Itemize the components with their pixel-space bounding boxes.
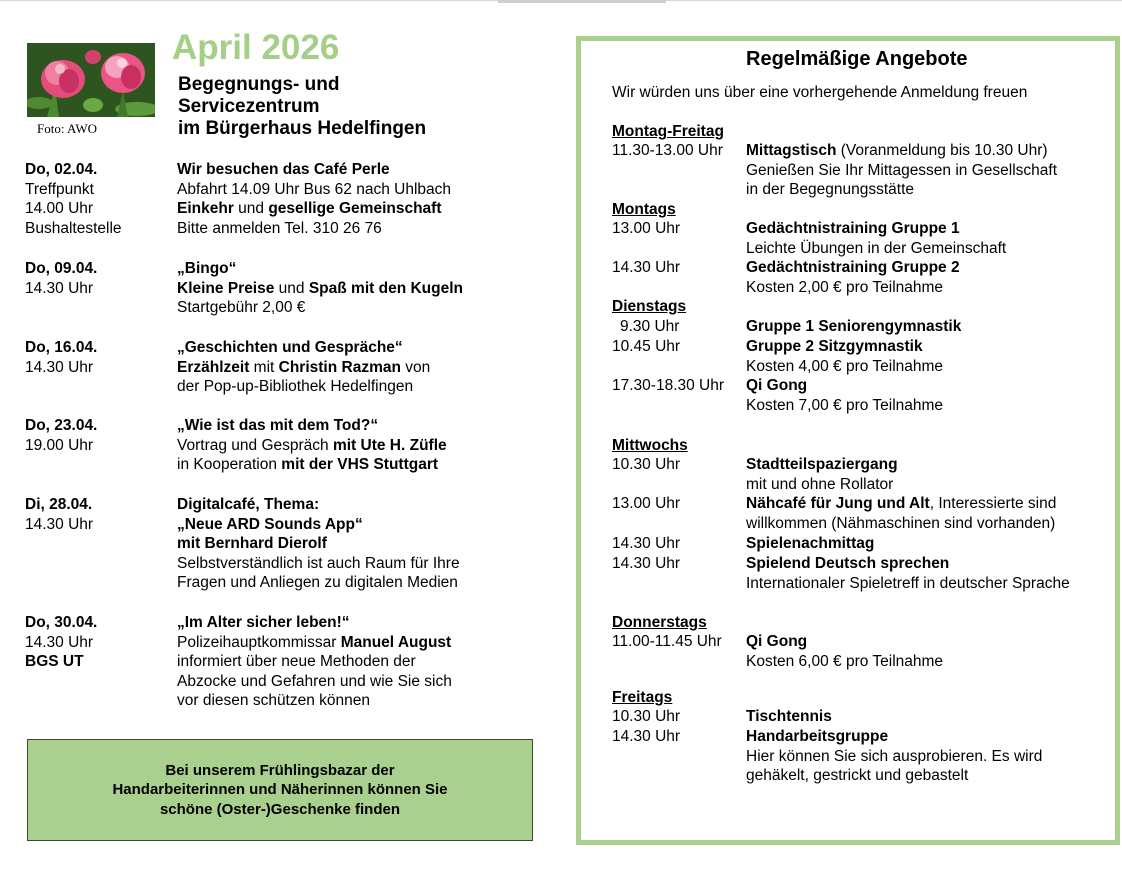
event-line: der Pop-up-Bibliothek Hedelfingen bbox=[177, 378, 414, 395]
offer-desc: Kosten 2,00 € pro Teilnahme bbox=[746, 278, 944, 296]
tulip-photo bbox=[27, 43, 155, 117]
event-left-line: Treffpunkt bbox=[25, 180, 94, 198]
event-line: Abfahrt 14.09 Uhr Bus 62 nach Uhlbach bbox=[177, 180, 452, 198]
event-date: Do, 23.04. bbox=[25, 417, 98, 434]
regular-title: Regelmäßige Angebote bbox=[746, 48, 968, 70]
event-time: 19.00 Uhr bbox=[25, 436, 94, 454]
event-line: Erzählzeit mit Christin Razman von bbox=[177, 358, 431, 376]
event-date: Do, 02.04. bbox=[25, 161, 98, 178]
offer-name: Spielenachmittag bbox=[746, 535, 875, 552]
event-line: Kleine Preise und Spaß mit den Kugeln bbox=[177, 279, 463, 297]
offer-time: 14.30 Uhr bbox=[612, 555, 681, 572]
offer-time: 10.30 Uhr bbox=[612, 456, 681, 473]
offer-desc: Hier können Sie sich ausprobieren. Es wird bbox=[746, 747, 1043, 765]
event-line: in Kooperation mit der VHS Stuttgart bbox=[177, 456, 439, 473]
day-montag-freitag: Montag-Freitag bbox=[612, 123, 724, 140]
event-title: „Im Alter sicher leben!“ bbox=[177, 614, 350, 631]
offer-name: Qi Gong bbox=[746, 377, 808, 394]
event-title: Digitalcafé, Thema: bbox=[177, 496, 320, 513]
center-title bbox=[178, 74, 426, 140]
offer-time: 14.30 Uhr bbox=[612, 535, 681, 552]
offer-desc: Leichte Übungen in der Gemeinschaft bbox=[746, 239, 1007, 257]
offer-name: Stadtteilspaziergang bbox=[746, 456, 898, 473]
offer-time: 10.45 Uhr bbox=[612, 338, 681, 355]
event-line: vor diesen schützen können bbox=[177, 692, 371, 709]
offer-desc: Internationaler Spieletreff in deutscher Sprache bbox=[746, 574, 1070, 592]
event-date: Do, 16.04. bbox=[25, 339, 98, 356]
event-line: Bitte anmelden Tel. 310 26 76 bbox=[177, 219, 382, 237]
event-line: Polizeihauptkommissar Manuel August bbox=[177, 633, 452, 651]
offer-time: 9.30 Uhr bbox=[620, 318, 680, 335]
top-marker bbox=[498, 0, 666, 3]
day-mittwochs: Mittwochs bbox=[612, 437, 688, 454]
event-title-3: mit Bernhard Dierolf bbox=[177, 535, 327, 552]
offer-desc: willkommen (Nähmaschinen sind vorhanden) bbox=[746, 514, 1056, 532]
event-title: „Geschichten und Gespräche“ bbox=[177, 339, 403, 356]
offer-time: 13.00 Uhr bbox=[612, 220, 681, 237]
event-title: Wir besuchen das Café Perle bbox=[177, 161, 390, 178]
event-line: Fragen und Anliegen zu digitalen Medien bbox=[177, 574, 458, 591]
event-date: Do, 30.04. bbox=[25, 614, 98, 631]
day-freitags: Freitags bbox=[612, 689, 673, 706]
offer-time: 11.30-13.00 Uhr bbox=[612, 142, 723, 159]
event-line: Vortrag und Gespräch mit Ute H. Züfle bbox=[177, 436, 447, 454]
day-donnerstags: Donnerstags bbox=[612, 614, 707, 631]
event-time: 14.30 Uhr bbox=[25, 515, 94, 533]
event-time: 14.30 Uhr bbox=[25, 279, 94, 297]
offer-name: Gedächtnistraining Gruppe 1 bbox=[746, 220, 960, 237]
event-line: Selbstverständlich ist auch Raum für Ihre bbox=[177, 554, 460, 572]
event-title-2: „Neue ARD Sounds App“ bbox=[177, 515, 363, 533]
offer-time: 13.00 Uhr bbox=[612, 495, 681, 512]
offer-name: Gedächtnistraining Gruppe 2 bbox=[746, 259, 960, 276]
offer-desc: Kosten 4,00 € pro Teilnahme bbox=[746, 357, 944, 375]
offer-time: 11.00-11.45 Uhr bbox=[612, 633, 722, 650]
tulip-right bbox=[101, 53, 145, 93]
offer-name: Gruppe 2 Sitzgymnastik bbox=[746, 338, 923, 355]
offer-desc: Genießen Sie Ihr Mittagessen in Gesellschaft bbox=[746, 161, 1058, 179]
offer-time: 17.30-18.30 Uhr bbox=[612, 377, 725, 394]
event-title: „Wie ist das mit dem Tod?“ bbox=[177, 417, 379, 434]
event-line: Abzocke und Gefahren und wie Sie sich bbox=[177, 672, 452, 690]
event-date: Di, 28.04. bbox=[25, 496, 93, 513]
offer-name: Spielend Deutsch sprechen bbox=[746, 555, 950, 572]
offer-desc: mit und ohne Rollator bbox=[746, 475, 894, 493]
offer-desc: in der Begegnungsstätte bbox=[746, 181, 915, 198]
title-line-1: Begegnungs- und bbox=[178, 74, 340, 95]
event-left-line: 14.00 Uhr bbox=[25, 200, 94, 217]
event-line: Einkehr und gesellige Gemeinschaft bbox=[177, 200, 442, 217]
bazaar-line: Handarbeiterinnen und Näherinnen können Sie bbox=[112, 781, 448, 799]
regular-subtitle: Wir würden uns über eine vorhergehende Anmeldung freuen bbox=[612, 84, 1028, 101]
offer-name: Qi Gong bbox=[746, 633, 808, 650]
offer-name: Handarbeitsgruppe bbox=[746, 728, 889, 745]
offer-name: Tischtennis bbox=[746, 708, 832, 725]
offer-time: 14.30 Uhr bbox=[612, 728, 681, 745]
event-time: 14.30 Uhr bbox=[25, 358, 94, 376]
event-time: 14.30 Uhr bbox=[25, 633, 94, 651]
day-dienstags: Dienstags bbox=[612, 298, 687, 315]
offer-desc: gehäkelt, gestrickt und gebastelt bbox=[746, 767, 969, 784]
month-heading: April 2026 bbox=[172, 28, 340, 67]
tulip-left bbox=[41, 60, 85, 98]
photo-caption: Foto: AWO bbox=[37, 121, 97, 136]
day-montags: Montags bbox=[612, 201, 676, 218]
event-left-line: Bushaltestelle bbox=[25, 219, 122, 237]
title-line-2: Servicezentrum bbox=[178, 96, 320, 117]
event-place: BGS UT bbox=[25, 653, 84, 670]
offer-desc: Kosten 7,00 € pro Teilnahme bbox=[746, 396, 944, 414]
bazaar-line: schöne (Oster-)Geschenke finden bbox=[159, 800, 401, 818]
title-line-3: im Bürgerhaus Hedelfingen bbox=[178, 118, 427, 139]
offer-time: 10.30 Uhr bbox=[612, 708, 681, 725]
offer-desc: Kosten 6,00 € pro Teilnahme bbox=[746, 652, 944, 670]
event-line: informiert über neue Methoden der bbox=[177, 653, 416, 670]
offer-name: Nähcafé für Jung und Alt, Interessierte sind bbox=[746, 495, 1057, 512]
offer-name: Gruppe 1 Seniorengymnastik bbox=[746, 318, 962, 335]
offer-time: 14.30 Uhr bbox=[612, 259, 681, 276]
offer-name: Mittagstisch (Voranmeldung bis 10.30 Uhr) bbox=[746, 142, 1048, 159]
bazaar-line: Bei unserem Frühlingsbazar der bbox=[165, 761, 395, 779]
event-date: Do, 09.04. bbox=[25, 260, 98, 277]
event-line: Startgebühr 2,00 € bbox=[177, 299, 306, 316]
bazaar-notice bbox=[27, 739, 533, 841]
event-title: „Bingo“ bbox=[177, 260, 237, 277]
